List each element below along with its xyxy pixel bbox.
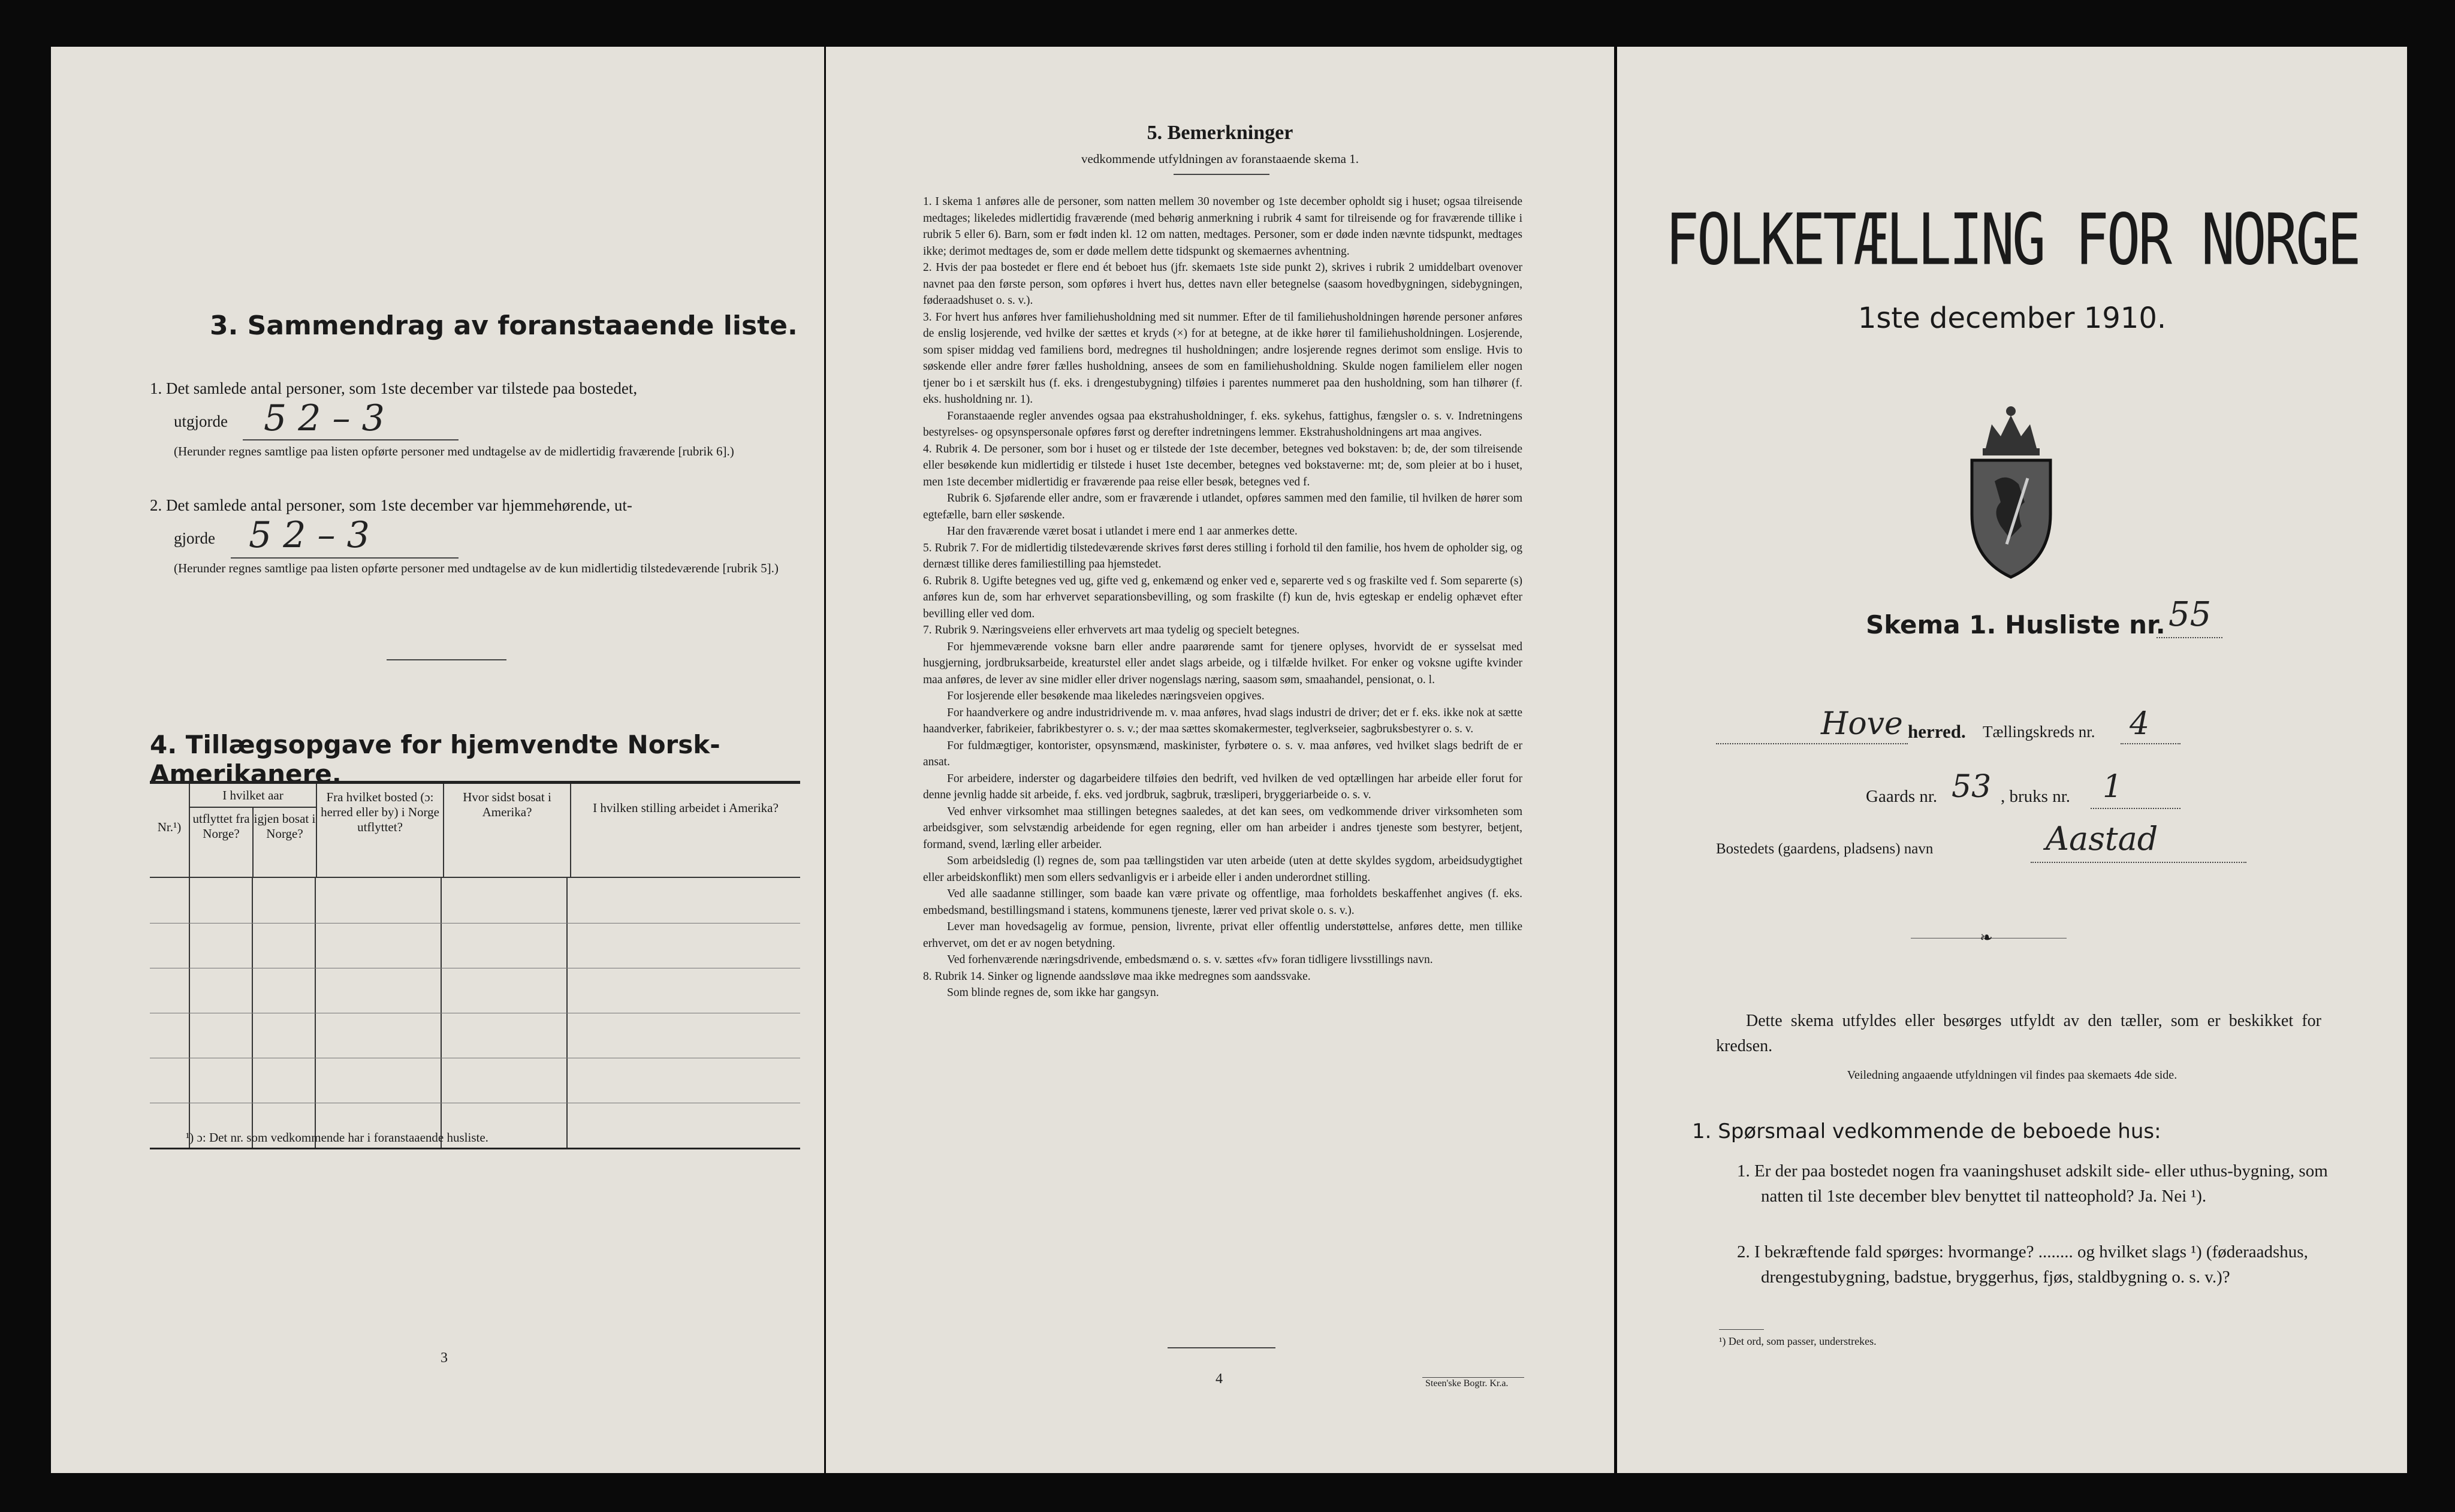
remark-paragraph: Ved alle saadanne stillinger, som baade kan være private og offentlige, maa forholdets beskaffenhet angives (f. eks. embedsmand, bestillingsmand i statens, kommunens tjeneste, lærer ved privat skole o. s. v.). xyxy=(923,888,1522,917)
page-3 xyxy=(51,47,824,1473)
col-group: I hvilket aar xyxy=(190,784,316,808)
question-2: 2. I bekræftende fald spørges: hvormange? ........ og hvilket slags ¹) (føderaadshus, drengestubygning, badstue, bryggerhus, fjøs, staldbygning o. s. v.)? xyxy=(1737,1242,2308,1287)
remarks-title: 5. Bemerkninger xyxy=(1147,122,1293,144)
s3-item2-handwritten: 5 2 – 3 xyxy=(249,514,370,556)
remark-paragraph: 4. Rubrik 4. De personer, som bor i huset og er tilstede der 1ste december, betegnes ved bokstaven: b; de, der som tilreisende eller besøkende kun midlertidig er tilstede i huset 1ste december, betegnes ved bokstaverne: mt; de, som pleier at bo i huset, men 1ste december midlertidig er fraværende paa reise eller besøk, betegnes ved f. xyxy=(923,442,1522,488)
remark-paragraph: 5. Rubrik 7. For de midlertidig tilstedeværende skrives først deres stilling i forhold til den familie, hos hvem de opholder sig, og dernæst tillike deres familiestilling paa hjemstedet. xyxy=(923,541,1522,571)
bosted-value: Aastad xyxy=(2046,820,2158,858)
norway-coat-of-arms-icon xyxy=(1959,382,2064,580)
col-job: I hvilken stilling arbeidet i Amerika? xyxy=(571,784,800,877)
cover-instruction: Dette skema utfyldes eller besørges utfyldt av den tæller, som er beskikket for kredsen. xyxy=(1716,1012,2321,1055)
remark-paragraph: Lever man hovedsagelig av formue, pension, livrente, privat eller offentlig understøttelse, anføres dette, men tillike erhvervet, om det er av nogen betydning. xyxy=(923,921,1522,950)
s3-item1-note: (Herunder regnes samtlige paa listen opførte personer med undtagelse av de midlertidig fraværende [rubrik 6].) xyxy=(174,444,734,458)
remark-paragraph: Som blinde regnes de, som ikke har gangsyn. xyxy=(947,986,1159,999)
cover-page xyxy=(1617,47,2407,1473)
norsk-amerikanere-table xyxy=(150,781,800,1149)
remark-paragraph: 2. Hvis der paa bostedet er flere end ét beboet hus (jfr. skemaets 1ste side punkt 2), skrives i rubrik 2 umiddelbart ovenover navnet paa den første person, som opføres i hvert hus, dettes navn eller betegnelse (saasom hovedbygningen, sidebygningen, føderaadshuset o. s. v.). xyxy=(923,261,1522,307)
remarks-subtitle: vedkommende utfyldningen av foranstaaende skema 1. xyxy=(1081,152,1359,166)
remark-paragraph: Som arbeidsledig (l) regnes de, som paa tællingstiden var uten arbeide (uten at dette skyldes sygdom, arbeidsudygtighet eller arbeidskonflikt) men som ellers sedvanligvis er i arbeide eller i anden underordnet stilling. xyxy=(923,855,1522,884)
herred-label: herred. xyxy=(1908,721,1966,742)
s3-item1-handwritten: 5 2 – 3 xyxy=(264,397,385,439)
questions-title: 1. Spørsmaal vedkommende de beboede hus: xyxy=(1692,1119,2161,1143)
question-1: 1. Er der paa bostedet nogen fra vaaningshuset adskilt side- eller uthus-bygning, som natten til 1ste december blev benyttet til natteophold? Ja. Nei ¹). xyxy=(1737,1161,2328,1206)
section-4-title: 4. Tillægsopgave for hjemvendte Norsk-Amerikanere. xyxy=(150,730,720,789)
s3-item2-text: 2. Det samlede antal personer, som 1ste december var hjemmehørende, ut- xyxy=(150,496,632,514)
printer-mark: Steen'ske Bogtr. Kr.a. xyxy=(1425,1378,1509,1389)
gaard-label: Gaards nr. xyxy=(1866,787,1938,806)
cover-date: 1ste december 1910. xyxy=(1857,301,2167,335)
s3-item2-label: gjorde xyxy=(174,529,215,547)
page-3-number: 3 xyxy=(441,1350,448,1366)
remark-paragraph: 3. For hvert hus anføres hver familiehusholdning med sit nummer. Efter de til familiehusholdningen hørende personer anføres de enslig losjerende, ved hvilke der sættes et kryds (×) for at betegne, at de ikke hører til familiehusholdningen. Losjerende, som spiser middag ved familiens bord, medregnes til husholdningen; andre losjerende regnes derimot som enslige. Hvis to søskende eller andre fører fælles husholdning, ansees de som en familiehusholdning. Skulde nogen familielem eller nogen tjener bo i et særskilt hus (f. eks. i drengestubygning) tilføies i parentes nummeret paa den husholdning, som han tilhører (f. eks. husholdning nr. 1). xyxy=(923,310,1522,406)
cover-footnote: ¹) Det ord, som passer, understrekes. xyxy=(1719,1335,1877,1347)
remark-paragraph: For haandverkere og andre industridrivende m. v. maa anføres, hvad slags industri de driver; det er f. eks. ikke nok at sætte haandverker, fabrikeier, fabrikbestyrer o. s. v.; der maa sættes skomakermester, teglverkseier, sagbruksbestyrer o. s. v. xyxy=(923,706,1522,735)
col-nr: Nr.¹) xyxy=(157,820,182,834)
page-4 xyxy=(826,47,1614,1473)
remark-paragraph: For losjerende eller besøkende maa likeledes næringsveien opgives. xyxy=(947,690,1265,702)
remark-paragraph: 1. I skema 1 anføres alle de personer, som natten mellem 30 november og 1ste december opholdt sig i huset; ogsaa tilreisende medtages; likeledes midlertidig fraværende (med behørig anmerkning i rubrik 4 samt for tilreisende og for fraværende tillike i rubrik 5 eller 6). Barn, som er født inden kl. 12 om natten, medtages. Personer, som er døde inden nævnte tidspunkt, medtages ikke; derimot medtages de, som er døde mellem dette tidspunkt og skemaernes avhentning. xyxy=(923,195,1522,258)
remark-paragraph: 8. Rubrik 14. Sinker og lignende aandssløve maa ikke medregnes som aandssvake. xyxy=(923,970,1311,983)
col-from: Fra hvilket bosted (ɔ: herred eller by) i Norge utflyttet? xyxy=(316,784,444,877)
cover-title: FOLKETÆLLING FOR NORGE xyxy=(1665,200,2359,282)
s3-item1-label: utgjorde xyxy=(174,412,228,430)
kreds-value: 4 xyxy=(2130,706,2150,742)
remark-paragraph: For fuldmægtiger, kontorister, opsynsmænd, maskinister, fyrbøtere o. s. v. maa anføres, ved hvilket slags bedrift de er ansat. xyxy=(923,739,1522,768)
s3-item1-text: 1. Det samlede antal personer, som 1ste december var tilstede paa bostedet, xyxy=(150,379,638,397)
gaard-value: 53 xyxy=(1952,769,1992,805)
bruk-label: , bruks nr. xyxy=(2001,787,2070,806)
section-3-title: 3. Sammendrag av foranstaaende liste. xyxy=(210,310,798,341)
remark-paragraph: For arbeidere, inderster og dagarbeidere tilføies den bedrift, ved hvilken de ved optællingen har arbeide eller forut for denne jevnlig hadde sit arbeide, f. eks. ved jordbruk, sagbruk, træsliperi, bryggeriarbeide o. s. v. xyxy=(923,772,1522,801)
skema-label: Skema 1. Husliste nr. xyxy=(1866,610,2166,639)
kreds-label: Tællingskreds nr. xyxy=(1983,723,2095,741)
husliste-number: 55 xyxy=(2169,595,2212,634)
cover-guidance: Veiledning angaaende utfyldningen vil findes paa skemaets 4de side. xyxy=(1847,1069,2177,1082)
remark-paragraph: Ved forhenværende næringsdrivende, embedsmænd o. s. v. sættes «fv» foran tidligere livsstillings navn. xyxy=(947,953,1433,966)
remark-paragraph: Rubrik 6. Sjøfarende eller andre, som er fraværende i utlandet, opføres sammen med den familie, til hvilken de hører som egtefælle, barn eller søskende. xyxy=(923,492,1522,521)
remark-paragraph: 6. Rubrik 8. Ugifte betegnes ved ug, gifte ved g, enkemænd og enker ved e, separerte ved s og fraskilte ved f. Som separerte (s) anføres kun de, som har erhvervet separationsbevilling, og som fraskilte (f) kun de, hvis egteskap er endelig ophævet efter bevilling eller ved dom. xyxy=(923,574,1522,620)
page-3-footnote: ¹) ɔ: Det nr. som vedkommende har i foranstaaende husliste. xyxy=(186,1130,488,1145)
s3-item2-note: (Herunder regnes samtlige paa listen opførte personer med undtagelse av de kun midlertidig tilstedeværende [rubrik 5].) xyxy=(174,561,779,575)
remarks-list xyxy=(923,194,1522,1001)
table-body xyxy=(150,877,800,1148)
remark-paragraph: For hjemmeværende voksne barn eller andre paarørende samt for tjenere oplyses, hvorvidt de er sysselsat med husgjerning, jordbruksarbeide, kreaturstel eller andet slags arbeide, og i tilfælde hvilket. For enker og voksne ugifte kvinder maa anføres, de lever av sine midler eller driver nogenslags næring, saasom søm, smaahandel, pensionat, o. l. xyxy=(923,640,1522,686)
page-4-number: 4 xyxy=(1216,1371,1223,1387)
remark-paragraph: 7. Rubrik 9. Næringsveiens eller erhvervets art maa tydelig og specielt betegnes. xyxy=(923,624,1300,636)
col-returned: igjen bosat i Norge? xyxy=(252,808,316,877)
remark-paragraph: Har den fraværende været bosat i utlandet i mere end 1 aar anmerkes dette. xyxy=(947,525,1298,538)
herred-value: Hove xyxy=(1821,706,1903,742)
ornament-icon: ❧ xyxy=(1980,929,1993,946)
col-emigrated: utflyttet fra Norge? xyxy=(192,811,250,841)
bosted-label: Bostedets (gaardens, pladsens) navn xyxy=(1716,841,1934,857)
remark-paragraph: Ved enhver virksomhet maa stillingen betegnes saaledes, at det kan sees, om vedkommende driver virksomheten som arbeidsgiver, som selvstændig arbeidende for egen regning, eller om han arbeider i andres tjeneste som bestyrer, betjent, formand, svend, lærling eller arbeider. xyxy=(923,805,1522,851)
col-last: Hvor sidst bosat i Amerika? xyxy=(444,784,571,877)
remark-paragraph: Foranstaaende regler anvendes ogsaa paa ekstrahusholdninger, f. eks. sykehus, fattighus, fængsler o. s. v. Indretningens bestyrelses- og opsynspersonale opføres først og derefter indretningens lemmer. Ekstrahusholdningens art maa angives. xyxy=(923,409,1522,439)
bruk-value: 1 xyxy=(2103,769,2123,805)
